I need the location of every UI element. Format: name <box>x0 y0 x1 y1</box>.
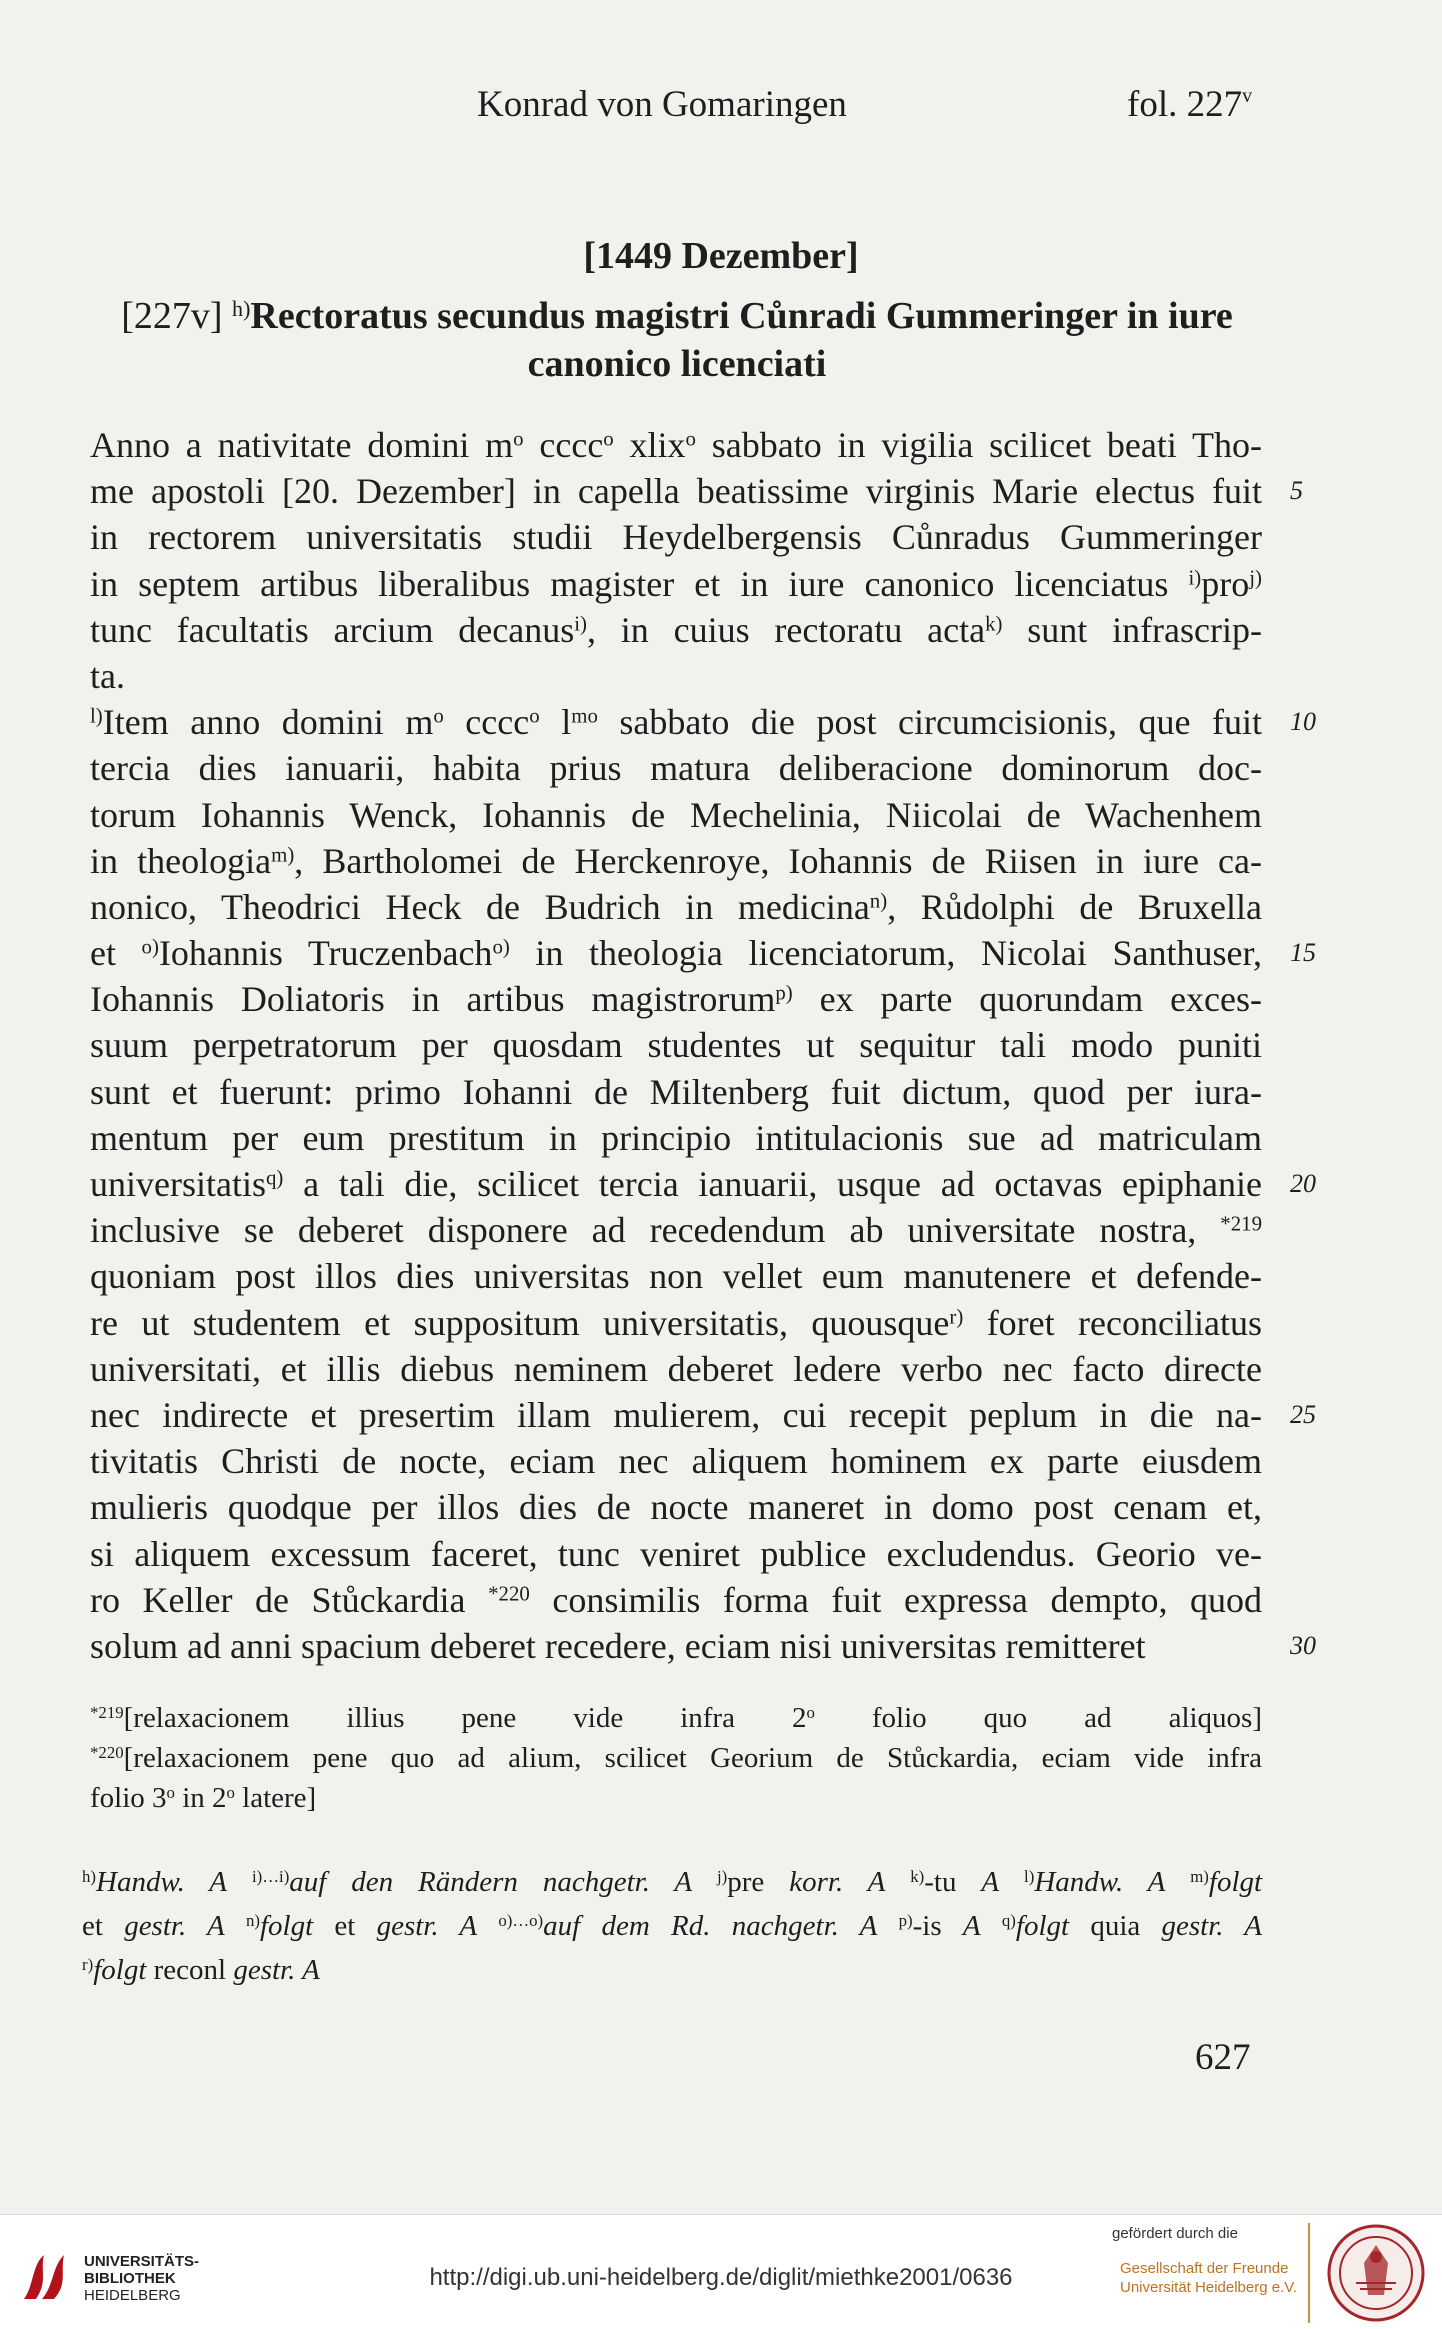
superscript-mark: o <box>513 426 524 451</box>
superscript-mark: r) <box>82 1954 94 1974</box>
margin-line-number: 10 <box>1290 707 1316 737</box>
superscript-mark: k) <box>910 1866 925 1886</box>
superscript-mark: l) <box>90 703 103 728</box>
italic-run: auf dem Rd. nachgetr. A <box>543 1910 878 1942</box>
superscript-mark: o <box>603 426 614 451</box>
text-run: l <box>539 702 572 743</box>
margin-line-number: 25 <box>1290 1400 1316 1430</box>
note-mark: h) <box>232 295 251 321</box>
folio-label: fol. 227 <box>1127 84 1243 125</box>
text-run: Iohannis Doliatoris in artibus magistrorum <box>90 979 776 1020</box>
superscript-mark: r) <box>949 1304 964 1329</box>
viewer-footer <box>0 2214 1442 2329</box>
superscript-mark: p) <box>898 1910 913 1930</box>
superscript-mark: o) <box>141 934 159 959</box>
superscript-mark: o <box>166 1782 175 1802</box>
text-run: suum perpetratorum per quosdam studentes ut sequitur tali modo puniti <box>90 1025 1262 1066</box>
superscript-mark: o <box>806 1702 815 1722</box>
apparatus-line <box>82 1904 1262 1948</box>
text-run: in rectorem universitatis studii Heydelbergensis Cůnradus Gummeringer <box>90 517 1262 558</box>
main-text <box>90 422 1262 1669</box>
italic-run: korr. A <box>789 1866 886 1898</box>
text-run: xlix <box>613 425 686 465</box>
superscript-mark: i)…i) <box>251 1866 290 1886</box>
superscript-mark: o) <box>492 934 510 959</box>
italic-run: gestr. A <box>124 1910 225 1942</box>
text-line <box>90 1207 1262 1253</box>
text-run: , Bartholomei de Herckenroye, Iohannis de Riisen in iure ca- <box>294 840 1262 881</box>
section-title-heading <box>92 292 1262 388</box>
superscript-mark: mo <box>571 703 598 728</box>
text-run: cccc <box>443 702 530 743</box>
italic-run: folgt <box>1015 1910 1070 1942</box>
margin-line-number: 15 <box>1290 938 1316 968</box>
text-run: nonico, Theodrici Heck de Budrich in medicina <box>90 886 870 927</box>
library-line-2: BIBLIOTHEK <box>84 2270 176 2287</box>
text-run: folio quo ad aliquos] <box>814 1702 1262 1734</box>
text-run: tivitatis Christi de nocte, eciam nec aliquem hominem ex parte eiusdem <box>90 1441 1262 1482</box>
text-run: Anno a nativitate domini m <box>90 425 514 465</box>
superscript-mark: n) <box>869 888 888 913</box>
text-run <box>981 1910 1002 1942</box>
text-line <box>90 1253 1262 1299</box>
text-run: -tu <box>924 1866 982 1898</box>
library-line-3: HEIDELBERG <box>84 2287 181 2304</box>
running-head-folio <box>1127 82 1252 128</box>
footnote-line <box>90 1778 1262 1818</box>
text-line <box>90 607 1262 653</box>
italic-run: gestr. A <box>233 1954 320 1986</box>
text-run: ex parte quorundam exces- <box>792 979 1263 1020</box>
footnotes <box>90 1698 1262 1818</box>
italic-run: folgt <box>93 1954 147 1986</box>
text-line <box>90 422 1262 468</box>
superscript-mark: i) <box>574 611 587 636</box>
superscript-mark: j) <box>716 1866 728 1886</box>
italic-run: A <box>981 1866 1000 1898</box>
superscript-mark: l) <box>1024 1866 1035 1886</box>
margin-line-number: 5 <box>1290 476 1303 506</box>
title-line-1: Rectoratus secundus magistri Cůnradi Gummeringer in iure <box>250 295 1233 337</box>
text-run: Item anno domini m <box>102 702 434 743</box>
text-run: ta. <box>90 655 125 696</box>
superscript-mark: *219 <box>90 1702 124 1722</box>
text-run: universitatis <box>90 1164 266 1204</box>
superscript-mark: h) <box>82 1866 97 1886</box>
apparatus-line <box>82 1860 1262 1904</box>
text-line <box>90 468 1262 514</box>
text-line <box>90 1438 1262 1484</box>
italic-run: A <box>962 1910 981 1942</box>
italic-run: Handw. A <box>1034 1866 1166 1898</box>
text-run: solum ad anni spacium deberet recedere, eciam nisi universitas remitteret <box>90 1625 1146 1666</box>
text-line <box>90 1115 1262 1161</box>
text-line <box>90 1346 1262 1392</box>
text-line <box>90 1623 1262 1669</box>
text-run <box>877 1910 898 1942</box>
text-run: foret reconciliatus <box>963 1302 1262 1343</box>
text-run: et <box>313 1910 377 1942</box>
text-run: a tali die, scilicet tercia ianuarii, usque ad octavas epiphanie <box>283 1164 1262 1204</box>
text-run: et <box>90 933 142 974</box>
text-run: pro <box>1201 563 1250 604</box>
text-run <box>999 1866 1024 1898</box>
text-line <box>90 1300 1262 1346</box>
text-run: sabbato die post circumcisionis, que fuit <box>597 702 1262 743</box>
text-line <box>90 1484 1262 1530</box>
superscript-mark: *220 <box>90 1742 124 1762</box>
text-run: consimilis forma fuit expressa dempto, quod <box>529 1579 1262 1620</box>
text-run: , in cuius rectoratu acta <box>587 609 986 650</box>
superscript-mark: q) <box>1001 1910 1016 1930</box>
superscript-mark: *220 <box>488 1581 530 1606</box>
text-run <box>885 1866 910 1898</box>
text-run: in theologia licenciatorum, Nicolai Santhuser, <box>509 933 1263 974</box>
text-line <box>90 514 1262 560</box>
text-run: quia <box>1069 1910 1162 1942</box>
sponsor-line-1: Gesellschaft der Freunde <box>1120 2260 1289 2277</box>
superscript-mark: o <box>226 1782 235 1802</box>
library-line-1: UNIVERSITÄTS- <box>84 2253 200 2270</box>
text-line <box>90 1069 1262 1115</box>
margin-line-number: 20 <box>1290 1169 1316 1199</box>
superscript-mark: k) <box>985 611 1003 636</box>
text-run: cccc <box>523 425 604 465</box>
italic-run: gestr. A <box>1161 1910 1262 1942</box>
superscript-mark: o <box>433 703 444 728</box>
text-run: si aliquem excessum faceret, tunc veniret publice excludendus. Georio ve- <box>90 1533 1262 1574</box>
italic-run: gestr. A <box>376 1910 478 1942</box>
text-run: in septem artibus liberalibus magister et in iure canonico licenciatus <box>90 563 1189 604</box>
italic-run: auf den Rändern nachgetr. A <box>289 1866 693 1898</box>
sponsor-name[interactable] <box>1120 2259 1310 2297</box>
superscript-mark: j) <box>1249 565 1262 590</box>
text-run <box>477 1910 498 1942</box>
superscript-mark: o <box>529 703 540 728</box>
text-line <box>90 1161 1262 1207</box>
text-line <box>90 1392 1262 1438</box>
permalink-url[interactable]: http://digi.ub.uni-heidelberg.de/diglit/miethke2001/0636 <box>429 2264 1013 2291</box>
text-run: re ut studentem et suppositum universitatis, quousque <box>90 1302 950 1343</box>
apparatus-line <box>82 1948 1262 1992</box>
text-line <box>90 976 1262 1022</box>
text-run <box>692 1866 717 1898</box>
title-line-2: canonico licenciati <box>527 343 827 385</box>
text-run: et <box>82 1910 125 1942</box>
text-run: -is <box>912 1910 963 1942</box>
text-run: sabbato in vigilia scilicet beati Tho- <box>695 425 1262 465</box>
text-run <box>225 1910 246 1942</box>
text-line <box>90 653 1262 699</box>
text-line <box>90 745 1262 791</box>
superscript-mark: m) <box>271 842 295 867</box>
text-line <box>90 792 1262 838</box>
text-run: , Růdolphi de Bruxella <box>887 886 1262 927</box>
text-run: quoniam post illos dies universitas non vellet eum manutenere et defende- <box>90 1256 1262 1297</box>
superscript-mark: m) <box>1190 1866 1209 1886</box>
text-run: in theologia <box>90 840 272 881</box>
page-number: 627 <box>1195 2037 1251 2078</box>
text-run: folio 3 <box>90 1782 167 1814</box>
critical-apparatus <box>82 1860 1262 1992</box>
section-date-heading: [1449 Dezember] <box>583 235 859 277</box>
italic-run: folgt <box>1208 1866 1263 1898</box>
superscript-mark: o)…o) <box>498 1910 544 1930</box>
sponsor-divider <box>1308 2223 1310 2323</box>
text-run: Iohannis Truczenbach <box>158 933 493 974</box>
text-line <box>90 930 1262 976</box>
footnote-line <box>90 1738 1262 1778</box>
text-line <box>90 884 1262 930</box>
superscript-mark: p) <box>775 980 793 1005</box>
italic-run: folgt <box>259 1910 314 1942</box>
text-run: nec indirecte et presertim illam mulierem, cui recepit peplum in die na- <box>90 1394 1262 1435</box>
text-run: tercia dies ianuarii, habita prius matura deliberacione dominorum doc- <box>90 748 1262 789</box>
margin-line-number: 30 <box>1290 1631 1316 1661</box>
text-run: [relaxacionem illius pene vide infra 2 <box>123 1702 807 1734</box>
text-run: latere] <box>234 1782 317 1814</box>
superscript-mark: i) <box>1188 565 1202 590</box>
superscript-mark: *219 <box>1220 1211 1262 1236</box>
superscript-mark: n) <box>245 1910 260 1930</box>
text-run: me apostoli [20. Dezember] in capella beatissime virginis Marie electus fuit <box>90 471 1262 512</box>
text-run: tunc facultatis arcium decanus <box>90 609 575 650</box>
text-run: torum Iohannis Wenck, Iohannis de Mechelinia, Niicolai de Wachenhem <box>90 794 1262 835</box>
university-seal-icon <box>1326 2223 1426 2323</box>
text-run: mulieris quodque per illos dies de nocte maneret in domo post cenam et, <box>90 1487 1262 1528</box>
footnote-line <box>90 1698 1262 1738</box>
text-run: [relaxacionem pene quo ad alium, scilicet Georium de Stůckardia, eciam vide infra <box>123 1742 1262 1774</box>
text-run <box>1165 1866 1190 1898</box>
text-line <box>90 561 1262 607</box>
text-line <box>90 699 1262 745</box>
text-run: in 2 <box>174 1782 227 1814</box>
text-run: reconl <box>146 1954 234 1986</box>
sponsor-line-2: Universität Heidelberg e.V. <box>1120 2279 1298 2296</box>
text-run: sunt et fuerunt: primo Iohanni de Miltenberg fuit dictum, quod per iura- <box>90 1071 1262 1112</box>
text-run: universitati, et illis diebus neminem deberet ledere verbo nec facto directe <box>90 1348 1262 1389</box>
superscript-mark: q) <box>265 1165 284 1190</box>
text-run: sunt infrascrip- <box>1002 609 1262 650</box>
text-run: pre <box>727 1866 790 1898</box>
sponsor-caption: gefördert durch die <box>1112 2225 1238 2242</box>
text-line <box>90 1022 1262 1068</box>
text-run: ro Keller de Stůckardia <box>90 1579 489 1620</box>
text-run <box>227 1866 252 1898</box>
folio-reference: [227v] <box>121 295 223 337</box>
superscript-mark: o <box>685 426 696 451</box>
text-run: mentum per eum prestitum in principio intitulacionis sue ad matriculam <box>90 1117 1262 1158</box>
folio-superscript: v <box>1242 85 1253 107</box>
text-line <box>90 1577 1262 1623</box>
text-run: inclusive se deberet disponere ad recedendum ab universitate nostra, <box>90 1210 1221 1251</box>
running-head-title: Konrad von Gomaringen <box>477 84 847 125</box>
text-line <box>90 838 1262 884</box>
italic-run: Handw. A <box>96 1866 228 1898</box>
text-line <box>90 1531 1262 1577</box>
